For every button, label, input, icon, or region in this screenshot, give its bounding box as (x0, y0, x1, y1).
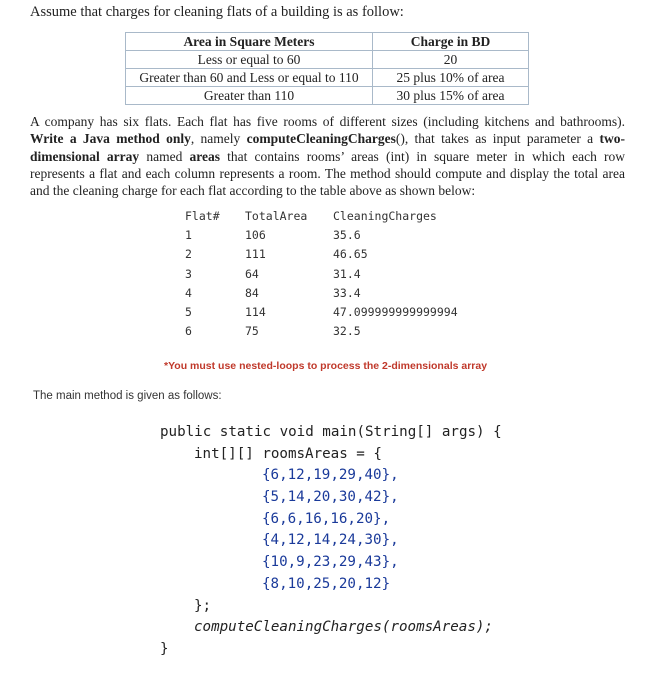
output-cell: 2 (185, 247, 192, 262)
table-row (126, 51, 529, 69)
table-cell: 20 (373, 51, 529, 69)
output-cell: 5 (185, 304, 192, 319)
table-cell: 25 plus 10% of area (373, 69, 529, 87)
code-line: }; (194, 597, 212, 614)
table-cell: Greater than 60 and Less or equal to 110 (126, 69, 373, 87)
output-cell: 111 (245, 247, 266, 262)
output-cell: 75 (245, 324, 259, 339)
output-cell: 35.6 (333, 228, 361, 243)
problem-text: (), that takes as input parameter a (395, 131, 600, 147)
intro-text: Assume that charges for cleaning flats of a building is as follow: (30, 4, 404, 20)
output-header: Flat# (185, 209, 220, 223)
output-cell: 64 (245, 266, 259, 281)
output-cell: 84 (245, 285, 259, 300)
table-cell: Greater than 110 (126, 87, 373, 105)
problem-emphasis: Write a Java method only (30, 131, 191, 147)
output-cell: 4 (185, 285, 192, 300)
code-array-row: {6,6,16,16,20}, (262, 510, 391, 527)
code-array-row: {5,14,20,30,42}, (262, 489, 399, 506)
nested-loops-note: *You must use nested-loops to process the 2-dimensionals array (164, 360, 488, 372)
method-name: computeCleaningCharges (246, 131, 396, 147)
table-row (126, 69, 529, 87)
code-line: public static void main(String[] args) { (160, 424, 502, 440)
code-array-row: {10,9,23,29,43}, (262, 554, 399, 571)
table-row (126, 87, 529, 105)
output-cell: 3 (185, 266, 192, 281)
problem-text: A company has six flats. Each flat has five rooms of different sizes (including kitchens and bathrooms). (30, 114, 625, 129)
problem-emphasis: two-dimensional array (30, 131, 625, 164)
table-cell: Less or equal to 60 (126, 51, 373, 69)
code-array-row: {6,12,19,29,40}, (262, 467, 399, 484)
output-cell: 114 (245, 304, 266, 319)
header-area: Area in Square Meters (126, 33, 373, 51)
code-method-call: computeCleaningCharges(roomsAreas); (194, 619, 493, 636)
output-header: TotalArea (245, 209, 308, 223)
problem-text: named (139, 148, 190, 164)
output-cell: 106 (245, 228, 266, 243)
output-cell: 1 (185, 228, 192, 243)
output-cell: 33.4 (333, 285, 361, 300)
output-cell: 47.099999999999994 (333, 304, 458, 319)
main-method-intro: The main method is given as follows: (33, 390, 222, 402)
code-array-row: {4,12,14,24,30}, (262, 532, 399, 549)
output-header: CleaningCharges (333, 209, 437, 223)
problem-text: , namely (190, 131, 247, 147)
output-cell: 32.5 (333, 324, 361, 339)
table-cell: 30 plus 15% of area (373, 87, 529, 105)
code-line: int[][] roomsAreas = { (194, 445, 382, 462)
output-cell: 46.65 (333, 247, 368, 262)
main-method-code (160, 424, 502, 663)
output-cell: 6 (185, 324, 192, 339)
code-line: } (160, 640, 169, 657)
header-charge: Charge in BD (373, 33, 529, 51)
problem-statement (30, 113, 625, 199)
output-cell: 31.4 (333, 266, 361, 281)
charge-table (125, 32, 529, 105)
problem-text: that contains rooms’ areas (int) in square meter in which each row represents a flat and each column represents a room. The method should compute and display the total area and the cleaning charge for each flat according to the table above as shown below: (30, 148, 625, 199)
code-array-row: {8,10,25,20,12} (262, 575, 391, 592)
param-name: areas (189, 148, 220, 164)
table-header-row (126, 33, 529, 51)
